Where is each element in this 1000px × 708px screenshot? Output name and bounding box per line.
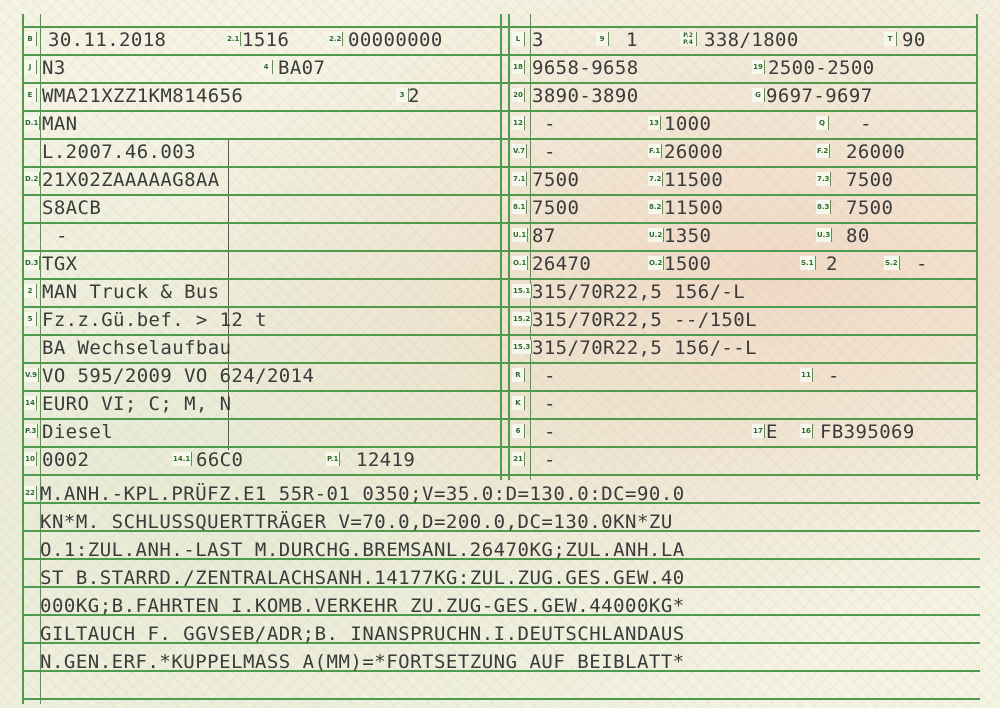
field-code-v-7: V.7 <box>512 144 527 158</box>
grid-row-line <box>22 26 978 28</box>
field-code-o-1: O.1 <box>512 256 528 270</box>
field-value: 7500 <box>532 197 580 219</box>
grid-row-line <box>22 250 978 252</box>
field-value: 7500 <box>532 169 580 191</box>
field-code-2: 2 <box>24 284 37 298</box>
field-value: - <box>860 113 872 135</box>
field-code-p-1: P.1 <box>326 452 340 466</box>
field-value: 87 <box>532 225 556 247</box>
field-value: VO 595/2009 VO 624/2014 <box>42 365 315 387</box>
field-value: Diesel <box>42 421 114 443</box>
field-code-20: 20 <box>512 88 525 102</box>
field-value: - <box>544 449 556 471</box>
field-value: - <box>916 253 928 275</box>
field-value: MAN <box>42 113 78 135</box>
field-value: FB395069 <box>820 421 915 443</box>
grid-row-line <box>22 222 978 224</box>
field-code-u-1: U.1 <box>512 228 528 242</box>
field-value: 30.11.2018 <box>48 29 167 51</box>
field-code-4: 4 <box>260 60 273 74</box>
field-value: MAN Truck & Bus <box>42 281 220 303</box>
field-code-p-2-p-4: P.2 P.4 <box>680 32 697 46</box>
field-code-22: 22 <box>24 486 37 500</box>
field-value: 315/70R22,5 --/150L <box>532 309 757 331</box>
field-value: EURO VI; C; M, N <box>42 393 232 415</box>
field-value: 1500 <box>664 253 712 275</box>
field-code-j: J <box>24 60 37 74</box>
field-code-7-3: 7.3 <box>816 172 831 186</box>
field-code-s-2: S.2 <box>884 256 900 270</box>
grid-row-line <box>22 110 978 112</box>
remarks-line: ST B.STARRD./ZENTRALACHSANH.14177KG:ZUL.ZUG.GES.GEW.40 <box>40 567 685 589</box>
field-code-u-3: U.3 <box>816 228 832 242</box>
field-code-b: B <box>24 32 37 46</box>
field-value: 12419 <box>356 449 416 471</box>
field-code-3: 3 <box>396 88 409 102</box>
grid-row-line <box>22 418 978 420</box>
field-code-q: Q <box>816 116 829 130</box>
field-value: TGX <box>42 253 78 275</box>
field-value: 338/1800 <box>704 29 799 51</box>
grid-row-line <box>22 698 980 700</box>
field-value: E <box>766 421 778 443</box>
field-code-15-2: 15.2 <box>512 312 532 326</box>
field-value: - <box>544 113 556 135</box>
grid-row-line <box>22 194 978 196</box>
remarks-line: N.GEN.ERF.*KUPPELMASS A(MM)=*FORTSETZUNG AUF BEIBLATT* <box>40 651 685 673</box>
field-value: 9697-9697 <box>766 85 873 107</box>
field-value: 0002 <box>42 449 90 471</box>
field-code-8-1: 8.1 <box>512 200 527 214</box>
field-value: - <box>56 225 68 247</box>
field-value: 00000000 <box>348 29 443 51</box>
field-code-17: 17 <box>752 424 765 438</box>
field-code-14: 14 <box>24 396 37 410</box>
field-code-13: 13 <box>648 116 661 130</box>
field-value: BA07 <box>278 57 326 79</box>
field-code-5: 5 <box>24 312 37 326</box>
field-value: 11500 <box>664 169 724 191</box>
grid-row-line <box>22 138 978 140</box>
field-code-8-3: 8.3 <box>816 200 831 214</box>
field-code-l: L <box>512 32 525 46</box>
grid-row-line <box>22 334 978 336</box>
grid-row-line <box>22 446 978 448</box>
field-value: L.2007.46.003 <box>42 141 196 163</box>
field-code-u-2: U.2 <box>648 228 664 242</box>
field-code-10: 10 <box>24 452 37 466</box>
field-value: - <box>544 365 556 387</box>
field-code-p-3: P.3 <box>24 424 38 438</box>
field-code-15-1: 15.1 <box>512 284 532 298</box>
field-value: 21X02ZAAAAAG8AA <box>42 169 220 191</box>
field-code-f-2: F.2 <box>816 144 830 158</box>
field-value: 315/70R22,5 156/-L <box>532 281 746 303</box>
grid-row-line <box>22 474 980 476</box>
field-value: 11500 <box>664 197 724 219</box>
field-value: WMA21XZZ1KM814656 <box>42 85 244 107</box>
field-value: - <box>544 421 556 443</box>
field-code-9: 9 <box>596 32 609 46</box>
field-value: 7500 <box>846 197 894 219</box>
remarks-line: KN*M. SCHLUSSQUERTTRÄGER V=70.0,D=200.0,DC=130.0KN*ZU <box>40 511 673 533</box>
field-code-14-1: 14.1 <box>172 452 192 466</box>
grid-row-line <box>22 82 978 84</box>
remarks-line: M.ANH.-KPL.PRÜFZ.E1 55R-01 0350;V=35.0:D=130.0:DC=90.0 <box>40 483 685 505</box>
field-code-g: G <box>752 88 765 102</box>
field-code-s-1: S.1 <box>800 256 816 270</box>
field-code-d-2: D.2 <box>24 172 40 186</box>
field-code-f-1: F.1 <box>648 144 662 158</box>
field-value: N3 <box>42 57 66 79</box>
field-code-8-2: 8.2 <box>648 200 663 214</box>
field-value: 26470 <box>532 253 592 275</box>
grid-row-line <box>22 390 978 392</box>
field-value: BA Wechselaufbau <box>42 337 232 359</box>
field-code-t: T <box>884 32 897 46</box>
field-value: 9658-9658 <box>532 57 639 79</box>
grid-row-line <box>22 362 978 364</box>
grid-row-line <box>22 54 978 56</box>
field-code-15-3: 15.3 <box>512 340 532 354</box>
field-value: 1000 <box>664 113 712 135</box>
field-code-18: 18 <box>512 60 525 74</box>
field-code-v-9: V.9 <box>24 368 39 382</box>
field-value: 80 <box>846 225 870 247</box>
field-value: 26000 <box>664 141 724 163</box>
field-code-7-2: 7.2 <box>648 172 663 186</box>
field-code-19: 19 <box>752 60 765 74</box>
field-value: Fz.z.Gü.bef. > 12 t <box>42 309 267 331</box>
remarks-line: GILTAUCH F. GGVSEB/ADR;B. INANSPRUCHN.I.DEUTSCHLANDAUS <box>40 623 685 645</box>
field-value: 90 <box>902 29 926 51</box>
field-value: S8ACB <box>42 197 102 219</box>
field-code-11: 11 <box>800 368 813 382</box>
grid-row-line <box>22 306 978 308</box>
field-value: 7500 <box>846 169 894 191</box>
field-value: 2500-2500 <box>768 57 875 79</box>
remarks-line: 000KG;B.FAHRTEN I.KOMB.VERKEHR ZU.ZUG-GES.GEW.44000KG* <box>40 595 685 617</box>
field-code-16: 16 <box>800 424 813 438</box>
field-value: - <box>544 393 556 415</box>
field-code-o-2: O.2 <box>648 256 664 270</box>
field-value: 3890-3890 <box>532 85 639 107</box>
field-code-6: 6 <box>512 424 525 438</box>
grid-row-line <box>22 166 978 168</box>
field-value: 315/70R22,5 156/--L <box>532 337 757 359</box>
field-code-r: R <box>512 368 525 382</box>
field-code-k: K <box>512 396 525 410</box>
remarks-line: O.1:ZUL.ANH.-LAST M.DURCHG.BREMSANL.26470KG;ZUL.ANH.LA <box>40 539 685 561</box>
field-value: 66C0 <box>196 449 244 471</box>
field-code-2-2: 2.2 <box>328 32 343 46</box>
field-value: 3 <box>532 29 544 51</box>
field-value: - <box>828 365 840 387</box>
field-code-e: E <box>24 88 37 102</box>
grid-row-line <box>22 278 978 280</box>
field-value: 26000 <box>846 141 906 163</box>
field-code-12: 12 <box>512 116 525 130</box>
field-value: 1516 <box>242 29 290 51</box>
field-value: 1350 <box>664 225 712 247</box>
field-value: 2 <box>826 253 838 275</box>
field-code-2-1: 2.1 <box>226 32 241 46</box>
field-code-7-1: 7.1 <box>512 172 527 186</box>
field-code-21: 21 <box>512 452 525 466</box>
field-code-d-3: D.3 <box>24 256 40 270</box>
field-value: - <box>544 141 556 163</box>
field-code-d-1: D.1 <box>24 116 40 130</box>
field-value: 2 <box>408 85 420 107</box>
field-value: 1 <box>626 29 638 51</box>
